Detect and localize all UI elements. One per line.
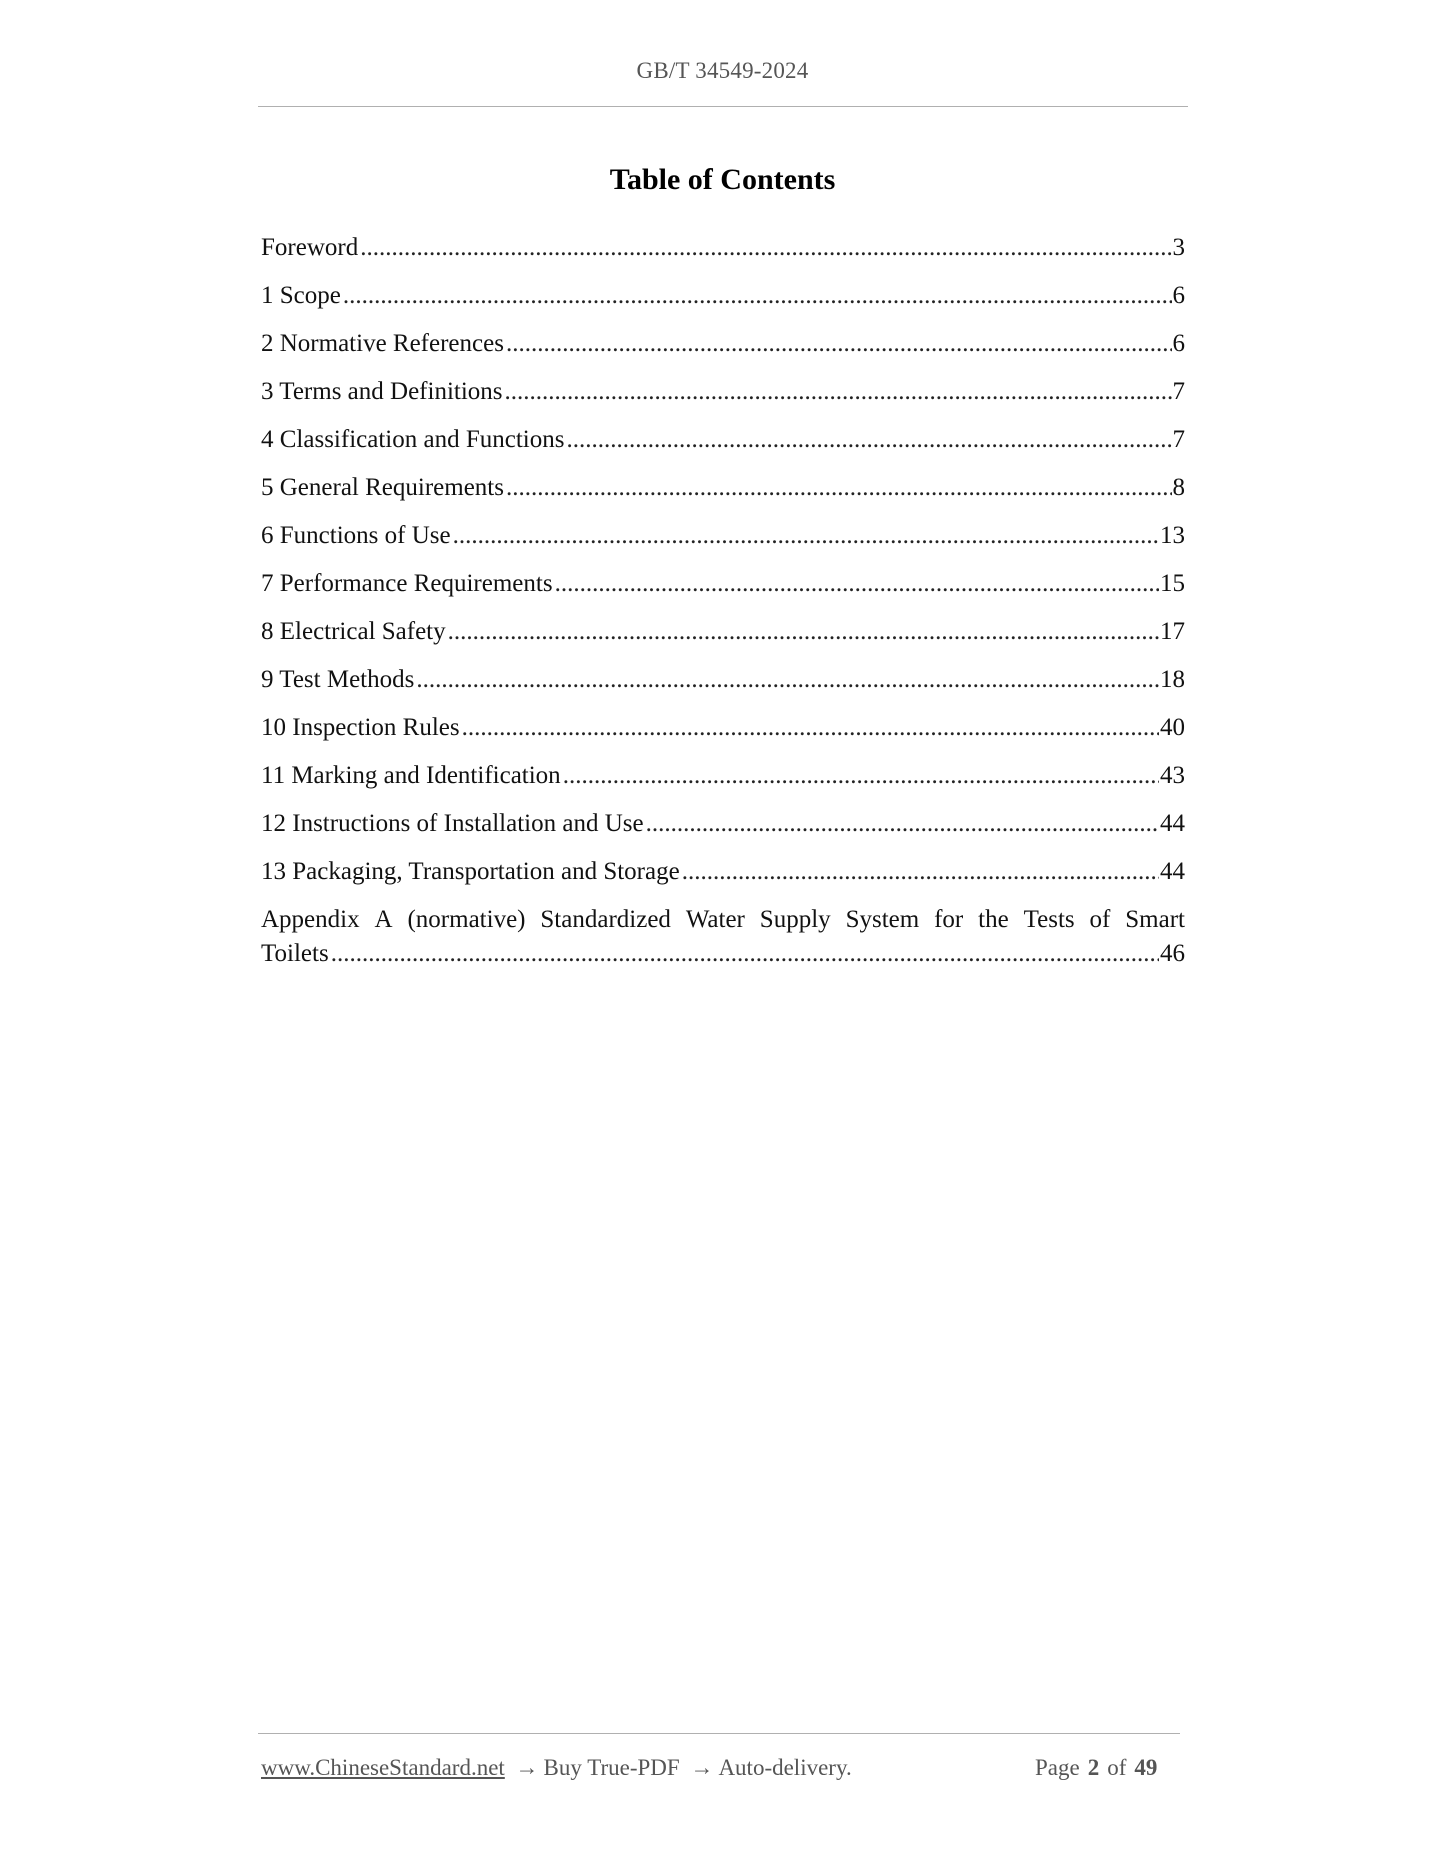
- dot-leader: [506, 324, 1172, 364]
- appendix-title-line: [261, 900, 1185, 936]
- toc-entry-title: 12 Instructions of Installation and Use: [261, 810, 644, 837]
- appendix-word: Appendix: [261, 906, 360, 933]
- toc-entry-page: 17: [1160, 618, 1185, 645]
- toc-entry-title: 8 Electrical Safety: [261, 618, 446, 645]
- toc-entry-marking-identification[interactable]: [261, 756, 1185, 804]
- toc-entry-page: 44: [1160, 810, 1185, 837]
- toc-title: Table of Contents: [609, 163, 836, 196]
- appendix-word: for: [934, 906, 964, 933]
- toc-entry-electrical-safety[interactable]: [261, 612, 1185, 660]
- dot-leader: [505, 372, 1172, 412]
- toc-entry-test-methods[interactable]: [261, 660, 1185, 708]
- toc-entry-title: 4 Classification and Functions: [261, 426, 565, 453]
- dot-leader: [682, 852, 1159, 892]
- toc-entry-installation-use[interactable]: [261, 804, 1185, 852]
- toc-entry-title: 9 Test Methods: [261, 666, 415, 693]
- toc-entry-page: 46: [1160, 940, 1185, 967]
- toc-entry-terms-definitions[interactable]: [261, 372, 1185, 420]
- toc-entry-title: 5 General Requirements: [261, 474, 504, 501]
- appendix-word: System: [845, 906, 920, 933]
- dot-leader: [563, 756, 1159, 796]
- toc-entry-title: Foreword: [261, 234, 359, 261]
- auto-delivery-text: Auto-delivery.: [718, 1755, 852, 1780]
- toc-entry-inspection-rules[interactable]: [261, 708, 1185, 756]
- toc-entry-page: 15: [1160, 570, 1185, 597]
- dot-leader: [453, 516, 1159, 556]
- total-pages-number: 49: [1134, 1755, 1158, 1780]
- toc-entry-page: 40: [1160, 714, 1185, 741]
- dot-leader: [462, 708, 1159, 748]
- document-standard-code: GB/T 34549-2024: [636, 58, 809, 83]
- toc-entry-title: 10 Inspection Rules: [261, 714, 460, 741]
- site-link[interactable]: www.ChineseStandard.net: [261, 1755, 505, 1780]
- dot-leader: [566, 420, 1171, 460]
- dot-leader: [646, 804, 1159, 844]
- toc-entry-page: 13: [1160, 522, 1185, 549]
- toc-list: [261, 228, 1185, 972]
- of-label: of: [1107, 1755, 1127, 1780]
- toc-entry-page: 18: [1160, 666, 1185, 693]
- toc-entry-page: 7: [1172, 426, 1185, 453]
- toc-entry-functions-of-use[interactable]: [261, 516, 1185, 564]
- toc-entry-page: 8: [1172, 474, 1185, 501]
- appendix-word: A: [374, 906, 393, 933]
- toc-entry-page: 43: [1160, 762, 1185, 789]
- appendix-word: (normative): [407, 906, 526, 933]
- dot-leader: [343, 276, 1172, 316]
- footer-promo: [261, 1755, 852, 1781]
- toc-entry-title: 13 Packaging, Transportation and Storage: [261, 858, 680, 885]
- footer-divider: [258, 1733, 1180, 1734]
- toc-entry-title: 6 Functions of Use: [261, 522, 451, 549]
- dot-leader: [448, 612, 1159, 652]
- appendix-word: of: [1089, 906, 1111, 933]
- appendix-word: Supply: [759, 906, 831, 933]
- toc-entry-title: 3 Terms and Definitions: [261, 378, 503, 405]
- appendix-word: Standardized: [540, 906, 671, 933]
- toc-entry-title: 2 Normative References: [261, 330, 504, 357]
- toc-entry-classification-functions[interactable]: [261, 420, 1185, 468]
- toc-entry-scope[interactable]: [261, 276, 1185, 324]
- dot-leader: [360, 228, 1171, 268]
- appendix-word: Smart: [1125, 906, 1185, 933]
- toc-entry-title: 1 Scope: [261, 282, 341, 309]
- page-label: Page: [1035, 1755, 1080, 1780]
- dot-leader: [506, 468, 1172, 508]
- buy-pdf-text: Buy True-PDF: [543, 1755, 680, 1780]
- toc-entry-normative-references[interactable]: [261, 324, 1185, 372]
- appendix-title-continuation: [261, 936, 1185, 972]
- arrow-right-icon: →: [690, 1755, 714, 1780]
- dot-leader: [555, 564, 1159, 604]
- dot-leader: [416, 660, 1159, 700]
- toc-entry-performance-requirements[interactable]: [261, 564, 1185, 612]
- page-indicator: [1035, 1755, 1157, 1781]
- appendix-word: Water: [685, 906, 745, 933]
- toc-entry-general-requirements[interactable]: [261, 468, 1185, 516]
- toc-entry-page: 7: [1172, 378, 1185, 405]
- header-divider: [258, 106, 1188, 107]
- toc-entry-title: 11 Marking and Identification: [261, 762, 561, 789]
- toc-entry-packaging-transport-storage[interactable]: [261, 852, 1185, 900]
- appendix-word: Tests: [1023, 906, 1075, 933]
- toc-entry-page: 44: [1160, 858, 1185, 885]
- arrow-right-icon: →: [515, 1755, 539, 1780]
- toc-entry-page: 6: [1172, 282, 1185, 309]
- appendix-word: the: [978, 906, 1009, 933]
- toc-entry-title: 7 Performance Requirements: [261, 570, 553, 597]
- toc-entry-page: 6: [1172, 330, 1185, 357]
- toc-entry-page: 3: [1172, 234, 1185, 261]
- toc-entry-appendix-a[interactable]: [261, 900, 1185, 972]
- toc-entry-title: Toilets: [261, 940, 329, 967]
- current-page-number: 2: [1087, 1755, 1100, 1780]
- dot-leader: [331, 936, 1159, 972]
- toc-entry-foreword[interactable]: [261, 228, 1185, 276]
